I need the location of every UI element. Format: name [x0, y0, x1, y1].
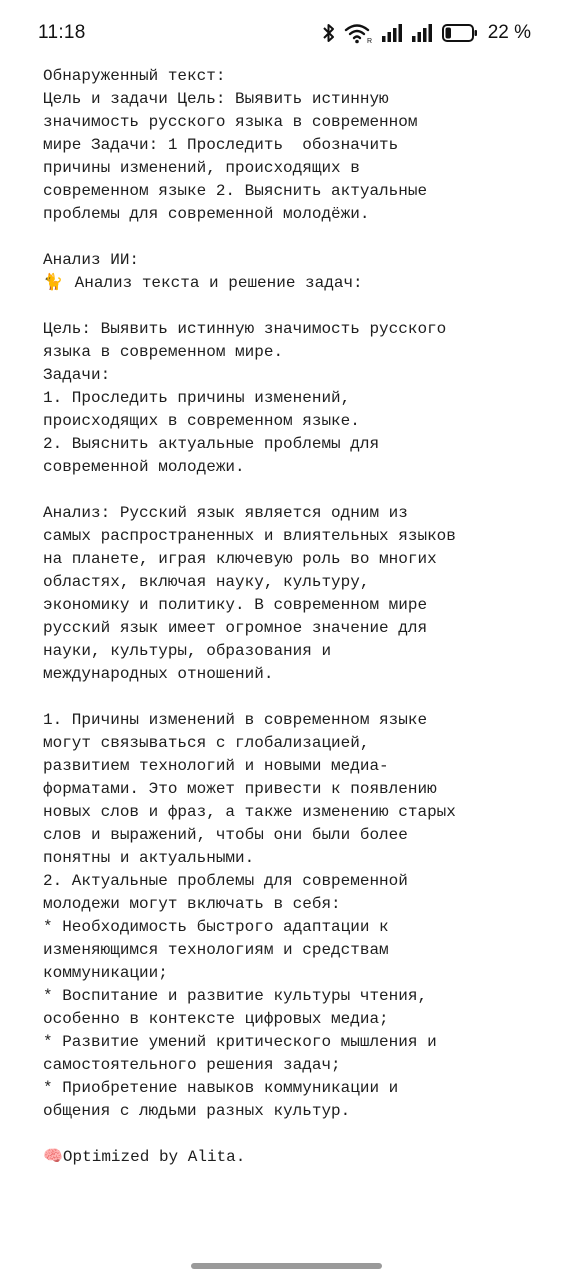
footer-text: Optimized by Alita.	[62, 1148, 246, 1166]
answer-line: развитием технологий и новыми медиа-	[43, 757, 389, 775]
analysis-line: Анализ: Русский язык является одним из	[43, 504, 408, 522]
goal-line: языка в современном мире.	[43, 343, 284, 361]
home-indicator[interactable]	[191, 1263, 382, 1269]
analysis-line: международных отношений.	[43, 665, 274, 683]
signal-icon-2	[412, 24, 434, 42]
answer-line: молодежи могут включать в себя:	[43, 895, 341, 913]
detected-line: Цель и задачи Цель: Выявить истинную	[43, 90, 389, 108]
goal-line: 2. Выяснить актуальные проблемы для	[43, 435, 380, 453]
status-bar	[0, 0, 573, 66]
answer-line: форматами. Это может привести к появлению	[43, 780, 437, 798]
footer-row	[43, 1146, 543, 1169]
answer-line: * Приобретение навыков коммуникации и	[43, 1079, 399, 1097]
battery-percent: 22 %	[487, 22, 531, 43]
answer-line: самостоятельного решения задач;	[43, 1056, 341, 1074]
brain-icon: 🧠	[43, 1148, 63, 1166]
detected-line: причины изменений, происходящих в	[43, 159, 360, 177]
wifi-icon	[344, 22, 374, 44]
ai-analysis-title-row	[43, 272, 543, 295]
detected-line: современном языке 2. Выяснить актуальные	[43, 182, 428, 200]
wifi-label: R	[366, 38, 372, 44]
answer-line: общения с людьми разных культур.	[43, 1102, 351, 1120]
cat-icon: 🐈	[43, 274, 63, 292]
answer-line: новых слов и фраз, а также изменению старых	[43, 803, 456, 821]
analysis-line: областях, включая науку, культуру,	[43, 573, 370, 591]
ai-analysis-header: Анализ ИИ:	[43, 251, 140, 269]
answer-line: изменяющимся технологиям и средствам	[43, 941, 389, 959]
status-icons	[322, 20, 531, 46]
analysis-line: на планете, играя ключевую роль во многих	[43, 550, 437, 568]
detected-line: мире Задачи: 1 Проследить обозначить	[43, 136, 399, 154]
detected-text-header: Обнаруженный текст:	[43, 67, 226, 85]
analysis-line: русский язык имеет огромное значение для	[43, 619, 428, 637]
detected-line: проблемы для современной молодёжи.	[43, 205, 370, 223]
battery-icon	[442, 23, 478, 43]
answer-line: 2. Актуальные проблемы для современной	[43, 872, 408, 890]
answer-line: 1. Причины изменений в современном языке	[43, 711, 428, 729]
answer-line: * Воспитание и развитие культуры чтения,	[43, 987, 428, 1005]
answer-line: понятны и актуальными.	[43, 849, 255, 867]
goal-line: Задачи:	[43, 366, 111, 384]
answer-line: особенно в контексте цифровых медиа;	[43, 1010, 389, 1028]
analysis-line: экономику и политику. В современном мире	[43, 596, 428, 614]
analysis-line: самых распространенных и влиятельных языков	[43, 527, 456, 545]
status-time: 11:18	[38, 22, 86, 43]
answer-line: * Развитие умений критического мышления и	[43, 1033, 437, 1051]
answer-line: могут связываться с глобализацией,	[43, 734, 370, 752]
answer-line: * Необходимость быстрого адаптации к	[43, 918, 389, 936]
signal-icon-1	[382, 24, 404, 42]
message-body	[43, 65, 543, 1169]
bluetooth-icon	[322, 23, 336, 43]
goal-line: Цель: Выявить истинную значимость русского	[43, 320, 447, 338]
ai-analysis-title: Анализ текста и решение задач:	[74, 274, 363, 292]
answer-line: коммуникации;	[43, 964, 168, 982]
detected-line: значимость русского языка в современном	[43, 113, 418, 131]
answer-line: слов и выражений, чтобы они были более	[43, 826, 408, 844]
goal-line: современной молодежи.	[43, 458, 245, 476]
goal-line: происходящих в современном языке.	[43, 412, 360, 430]
goal-line: 1. Проследить причины изменений,	[43, 389, 351, 407]
analysis-line: науки, культуры, образования и	[43, 642, 332, 660]
